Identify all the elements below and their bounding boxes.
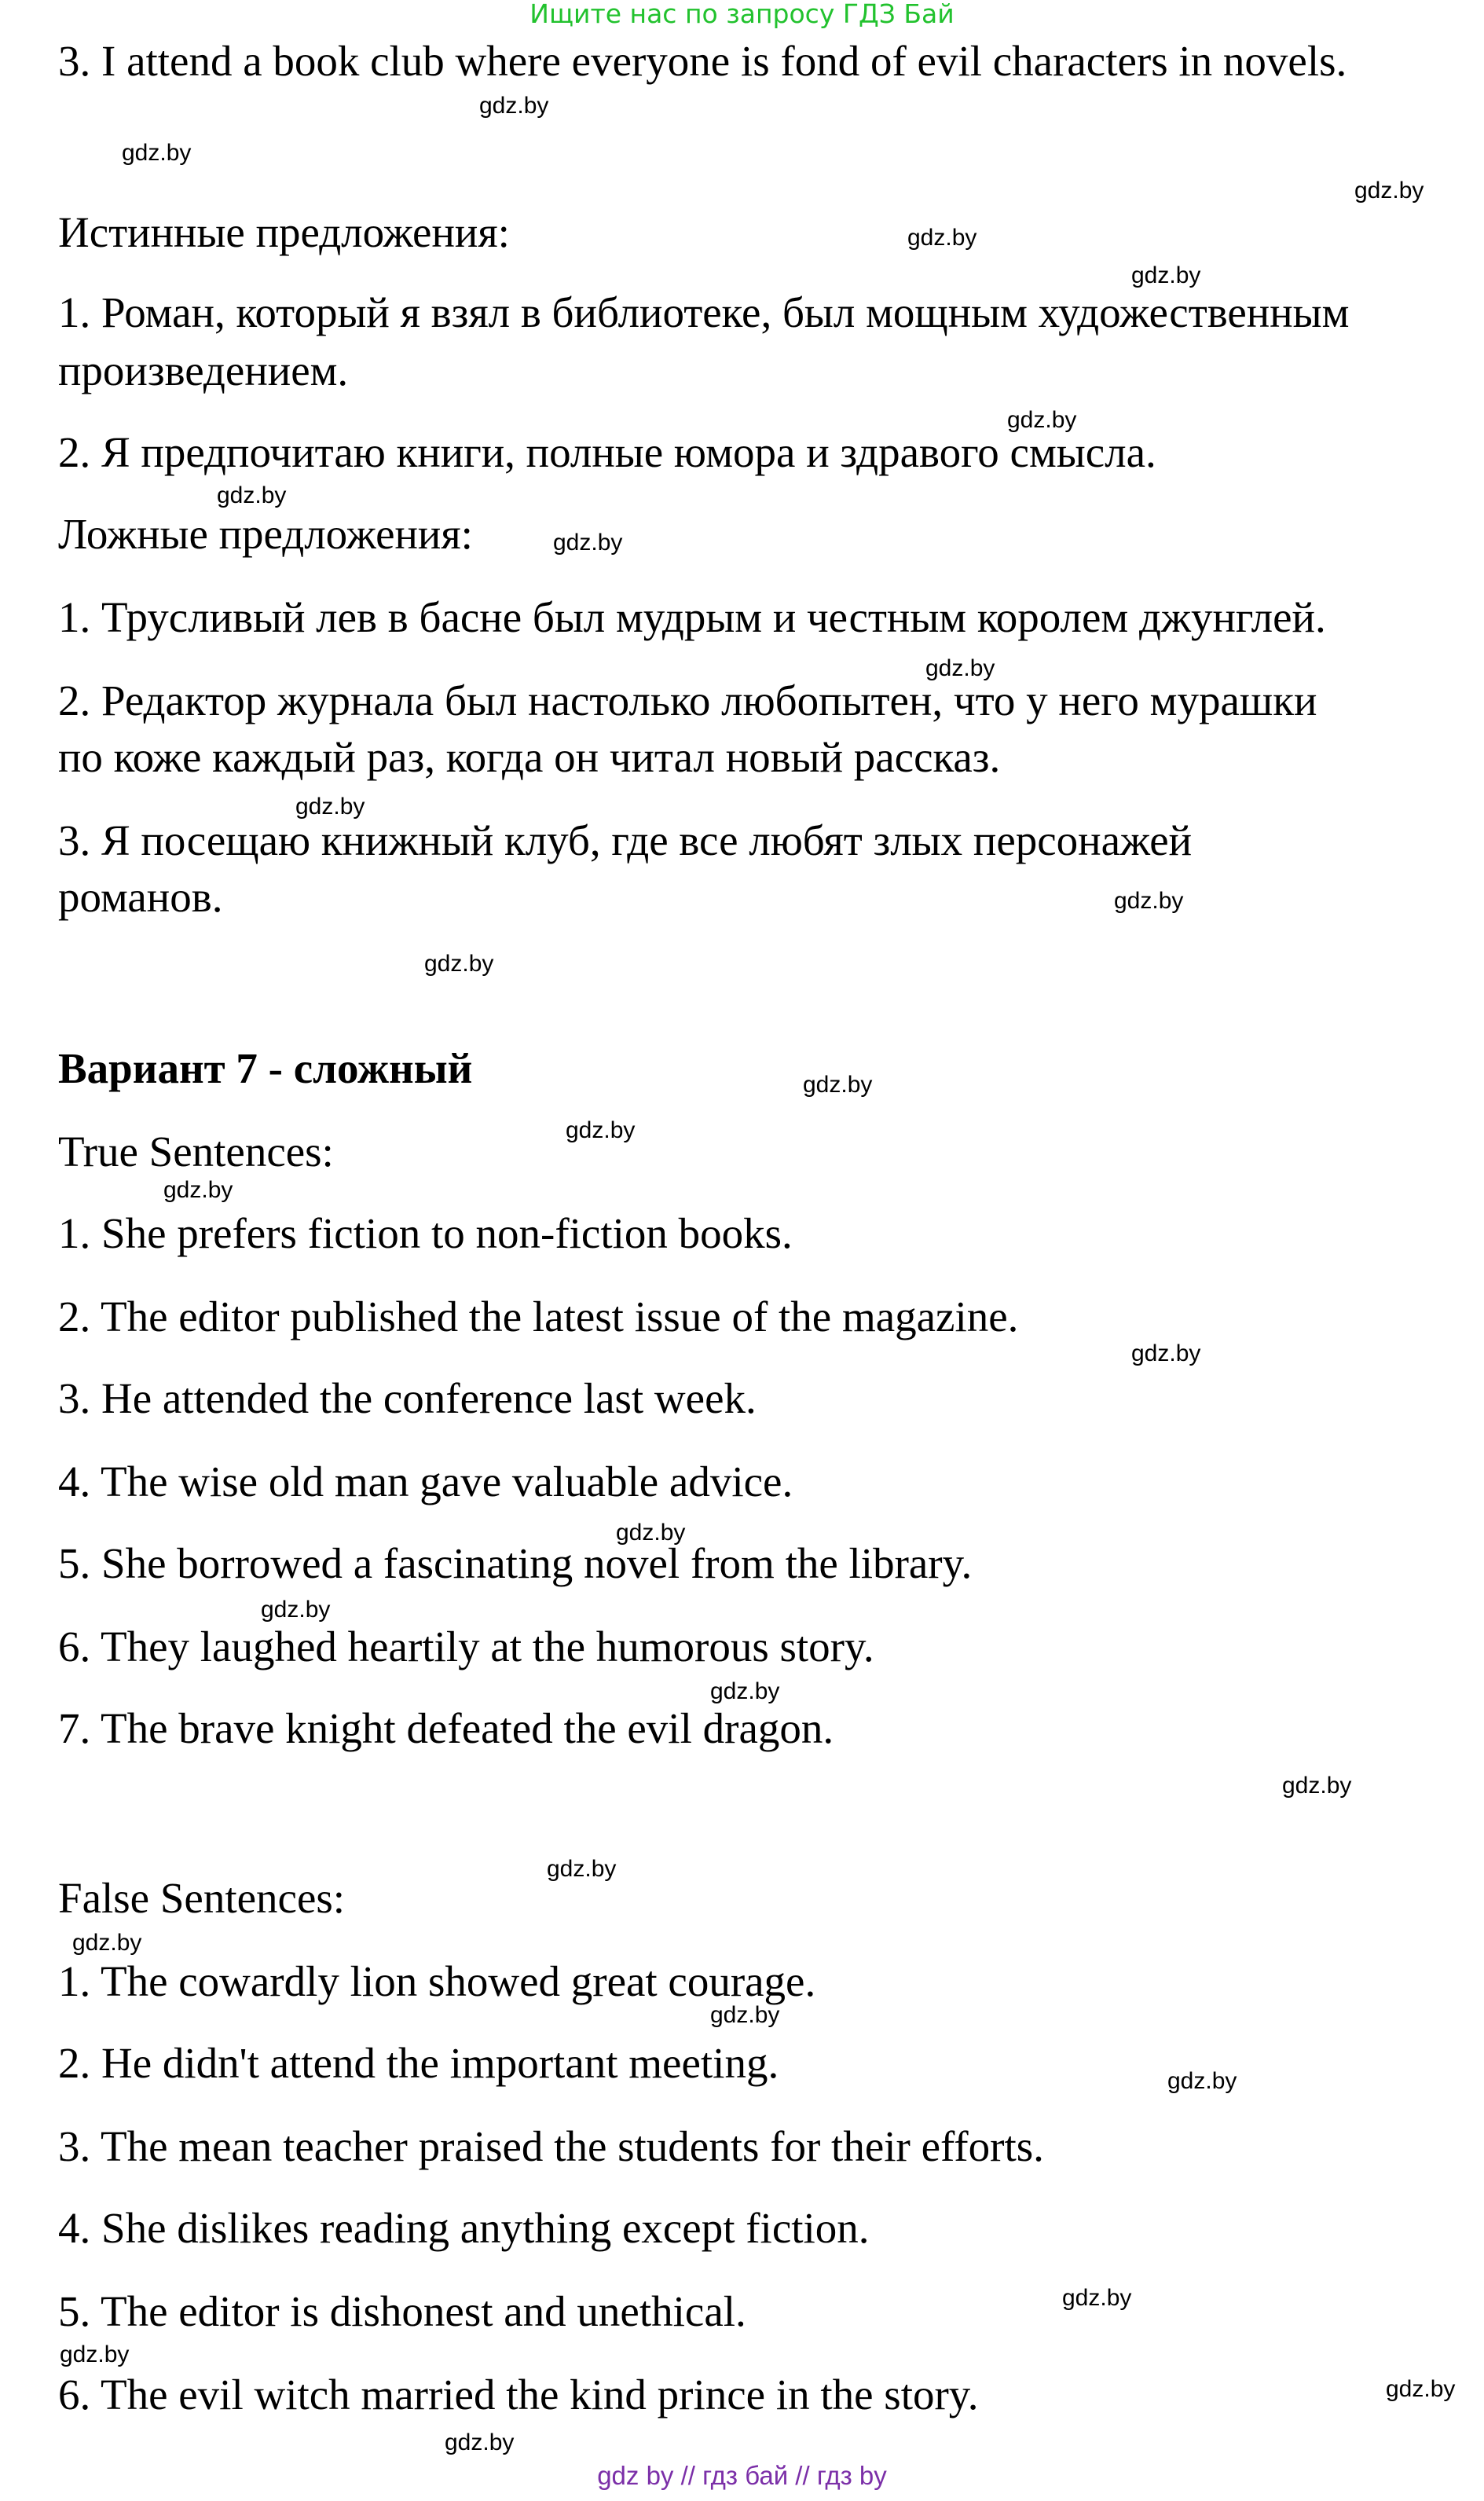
false-sentence: 5. The editor is dishonest and unethical. — [58, 2287, 746, 2335]
watermark: gdz.by — [479, 93, 549, 119]
watermark: gdz.by — [163, 1177, 233, 1203]
false-sentence: 3. The mean teacher praised the students for their efforts. — [58, 2122, 1044, 2170]
watermark: gdz.by — [1354, 178, 1424, 204]
watermark: gdz.by — [445, 2429, 515, 2455]
true-sentence: 6. They laughed heartily at the humorous story. — [58, 1623, 874, 1670]
true-sentence: 4. The wise old man gave valuable advice. — [58, 1458, 793, 1505]
footer-links[interactable]: gdz by // гдз бай // гдз by — [597, 2461, 887, 2490]
watermark: gdz.by — [1282, 1773, 1352, 1799]
false-sentence: 1. The cowardly lion showed great courage. — [58, 1957, 816, 2005]
watermark: gdz.by — [217, 482, 287, 508]
watermark: gdz.by — [553, 530, 623, 556]
watermark: gdz.by — [295, 794, 365, 820]
watermark: gdz.by — [1131, 1340, 1201, 1366]
watermark: gdz.by — [710, 1678, 780, 1704]
variant-heading: Вариант 7 - сложный — [58, 1044, 473, 1092]
ru-false-heading: Ложные предложения: — [58, 510, 473, 558]
watermark: gdz.by — [1131, 262, 1201, 288]
true-sentence: 5. She borrowed a fascinating novel from the library. — [58, 1539, 973, 1587]
true-heading: True Sentences: — [58, 1128, 334, 1175]
watermark: gdz.by — [261, 1597, 331, 1623]
watermark: gdz.by — [907, 225, 977, 251]
ru-false-sentence: по коже каждый раз, когда он читал новый рассказ. — [58, 733, 1001, 781]
watermark: gdz.by — [566, 1117, 636, 1143]
watermark: gdz.by — [1386, 2376, 1456, 2402]
watermark: gdz.by — [72, 1930, 142, 1956]
ru-false-sentence: романов. — [58, 873, 223, 921]
false-sentence: 2. He didn't attend the important meeting. — [58, 2039, 779, 2087]
true-sentence: 1. She prefers fiction to non-fiction books. — [58, 1209, 793, 1257]
watermark: gdz.by — [710, 2002, 780, 2028]
watermark: gdz.by — [60, 2341, 130, 2367]
true-sentence: 2. The editor published the latest issue of the magazine. — [58, 1293, 1019, 1340]
false-sentence: 6. The evil witch married the kind prince in the story. — [58, 2371, 979, 2418]
watermark: gdz.by — [1062, 2285, 1132, 2311]
ru-true-sentence: 2. Я предпочитаю книги, полные юмора и здравого смысла. — [58, 428, 1156, 476]
ru-false-sentence: 3. Я посещаю книжный клуб, где все любят злых персонажей — [58, 816, 1193, 864]
watermark: gdz.by — [1007, 407, 1077, 433]
sentence-top: 3. I attend a book club where everyone is fond of evil characters in novels. — [58, 37, 1347, 85]
watermark: gdz.by — [547, 1856, 617, 1882]
false-sentence: 4. She dislikes reading anything except fiction. — [58, 2204, 870, 2252]
watermark: gdz.by — [803, 1072, 873, 1098]
ru-true-sentence: 1. Роман, который я взял в библиотеке, был мощным художественным — [58, 288, 1350, 336]
watermark: gdz.by — [424, 951, 494, 977]
watermark: gdz.by — [616, 1520, 686, 1546]
ru-false-sentence: 2. Редактор журнала был настолько любопытен, что у него мурашки — [58, 677, 1317, 724]
true-sentence: 3. He attended the conference last week. — [58, 1374, 757, 1422]
watermark: gdz.by — [1114, 888, 1184, 914]
watermark: gdz.by — [925, 655, 995, 681]
ru-true-heading: Истинные предложения: — [58, 208, 510, 256]
search-hint-link[interactable]: Ищите нас по запросу ГДЗ Бай — [529, 0, 955, 29]
ru-true-sentence: произведением. — [58, 347, 349, 394]
true-sentence: 7. The brave knight defeated the evil dragon. — [58, 1704, 834, 1752]
ru-false-sentence: 1. Трусливый лев в басне был мудрым и честным королем джунглей. — [58, 593, 1326, 641]
false-heading: False Sentences: — [58, 1874, 346, 1922]
watermark: gdz.by — [122, 140, 192, 166]
watermark: gdz.by — [1167, 2068, 1237, 2094]
